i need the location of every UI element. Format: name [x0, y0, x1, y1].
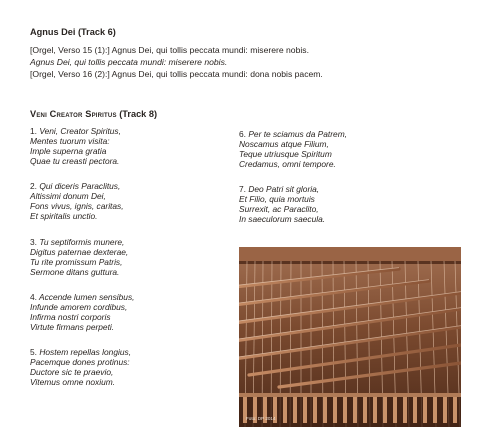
stanza-line: Imple superna gratia [30, 146, 107, 157]
stanza-number: 7. [239, 184, 246, 194]
stanza-line: Digitus paternae dexterae, [30, 247, 129, 258]
stanza-number: 4. [30, 292, 37, 302]
organ-tracker-image [239, 247, 461, 427]
stanza-2 [30, 181, 124, 221]
agnus-line-2: Agnus Dei, qui tollis peccata mundi: miserere nobis. [30, 57, 228, 67]
stanza-number: 6. [239, 129, 246, 139]
organ-photo [239, 247, 461, 427]
stanza-line: Qui diceris Paraclitus, [39, 181, 121, 191]
stanza-line: Infunde amorem cordibus, [30, 302, 128, 313]
stanza-line: Pacemque dones protinus: [30, 357, 130, 368]
photo-credit: Foto: DP 2014 [246, 416, 276, 421]
stanza-3 [30, 237, 128, 277]
stanza-line: Sermone ditans guttura. [30, 267, 120, 278]
stanza-1 [30, 126, 121, 166]
stanza-5 [30, 347, 131, 387]
agnus-line-3: [Orgel, Verso 16 (2):] Agnus Dei, qui tollis peccata mundi: dona nobis pacem. [30, 69, 323, 79]
stanza-line: Altissimi donum Dei, [30, 191, 106, 202]
stanza-line: Credamus, omni tempore. [239, 159, 336, 170]
veni-heading [30, 109, 157, 119]
veni-title: Veni Creator Spiritus [30, 109, 117, 119]
stanza-line: Fons vivus, ignis, caritas, [30, 201, 124, 212]
stanza-line: Et spiritalis unctio. [30, 211, 98, 222]
stanza-line: Surrexit, ac Paraclito, [239, 204, 319, 215]
stanza-line: Mentes tuorum visita: [30, 136, 110, 147]
stanza-line: Ductore sic te praevio, [30, 367, 114, 378]
agnus-line-1: [Orgel, Verso 15 (1):] Agnus Dei, qui tollis peccata mundi: miserere nobis. [30, 45, 309, 55]
stanza-line: Noscamus atque Filium, [239, 139, 329, 150]
stanza-line: Deo Patri sit gloria, [248, 184, 320, 194]
stanza-line: Per te sciamus da Patrem, [248, 129, 348, 139]
stanza-line: In saeculorum saecula. [239, 214, 326, 225]
stanza-number: 5. [30, 347, 37, 357]
stanza-7 [239, 184, 325, 224]
agnus-title: Agnus Dei [30, 27, 76, 37]
stanza-number: 1. [30, 126, 37, 136]
stanza-line: Teque utriusque Spiritum [239, 149, 332, 160]
stanza-line: Veni, Creator Spiritus, [39, 126, 121, 136]
stanza-line: Accende lumen sensibus, [39, 292, 135, 302]
agnus-track: (Track 6) [78, 27, 116, 37]
stanza-6 [239, 129, 347, 169]
stanza-4 [30, 292, 134, 332]
stanza-line: Tu septiformis munere, [39, 237, 125, 247]
stanza-number: 2. [30, 181, 37, 191]
stanza-line: Tu rite promissum Patris, [30, 257, 123, 268]
veni-track: (Track 8) [119, 109, 158, 119]
stanza-line: Et Filio, quia mortuis [239, 194, 315, 205]
stanza-line: Hostem repellas longius, [39, 347, 132, 357]
stanza-line: Infirma nostri corporis [30, 312, 111, 323]
stanza-line: Virtute firmans perpeti. [30, 322, 115, 333]
stanza-line: Vitemus omne noxium. [30, 377, 116, 388]
agnus-heading [30, 27, 116, 37]
stanza-number: 3. [30, 237, 37, 247]
stanza-line: Quae tu creasti pectora. [30, 156, 120, 167]
